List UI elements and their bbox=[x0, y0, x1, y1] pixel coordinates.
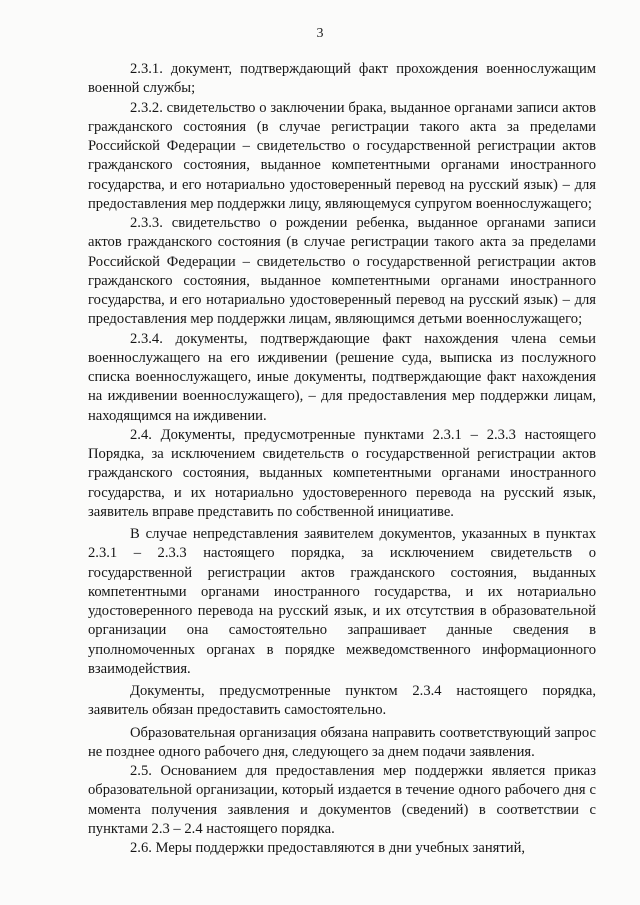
paragraph-documents-self: Документы, предусмотренные пунктом 2.3.4 настоящего порядка, заявитель обязан предоставить самостоятельно. bbox=[88, 683, 596, 719]
paragraph-2-6: 2.6. Меры поддержки предоставляются в дни учебных занятий, bbox=[130, 840, 526, 856]
document-body bbox=[88, 60, 596, 858]
paragraph-2-3-1: 2.3.1. документ, подтверждающий факт прохождения военнослужащим военной службы; bbox=[88, 61, 596, 97]
paragraph-2-3-2: 2.3.2. свидетельство о заключении брака, выданное органами записи актов гражданского состояния (в случае регистрации такого акта за пределами Российской Федерации – свидетельство о государственной регистрации актов гражданского состояния, выданное компетентными органами иностранного государства, и его нотариально удостоверенный перевод на русский язык) – для предоставления мер поддержки лицу, являющемуся супругом военнослужащего; bbox=[88, 99, 596, 212]
paragraph-2-4: 2.4. Документы, предусмотренные пунктами 2.3.1 – 2.3.3 настоящего Порядка, за исключением свидетельств о государственной регистрации актов гражданского состояния, выданных компетентными органами иностранного государства, и их нотариально удостоверенного перевода на русский язык, заявитель вправе представить по собственной инициативе. bbox=[88, 426, 596, 520]
paragraph-non-submission: В случае непредставления заявителем документов, указанных в пунктах 2.3.1 – 2.3.3 настоящего порядка, за исключением свидетельств о государственной регистрации актов гражданского состояния, выданных компетентными органами иностранного государства, и их нотариально удостоверенного перевода на русский язык, и их отсутствия в образовательной организации она самостоятельно запрашивает данные сведения в уполномоченных органах в порядке межведомственного информационного взаимодействия. bbox=[88, 526, 596, 677]
paragraph-2-5: 2.5. Основанием для предоставления мер поддержки является приказ образовательной организации, который издается в течение одного рабочего дня с момента получения заявления и документов (сведений) в соответствии с пунктами 2.3 – 2.4 настоящего порядка. bbox=[88, 763, 596, 837]
paragraph-2-3-3: 2.3.3. свидетельство о рождении ребенка, выданное органами записи актов гражданского состояния (в случае регистрации такого акта за пределами Российской Федерации – свидетельство о государственной регистрации актов гражданского состояния, выданное компетентными органами иностранного государства, и его нотариально удостоверенный перевод на русский язык) – для предоставления мер поддержки лицам, являющимся детьми военнослужащего; bbox=[88, 215, 596, 328]
paragraph-request-deadline: Образовательная организация обязана направить соответствующий запрос не позднее одного рабочего дня, следующего за днем подачи заявления. bbox=[88, 724, 596, 760]
page-number: 3 bbox=[316, 26, 324, 41]
paragraph-2-3-4: 2.3.4. документы, подтверждающие факт нахождения члена семьи военнослужащего на его иждивении (решение суда, выписка из послужного списка военнослужащего, иные документы, подтверждающие факт нахождения на иждивении военнослужащего), – для предоставления мер поддержки лицам, находящимся на иждивении. bbox=[88, 330, 596, 424]
